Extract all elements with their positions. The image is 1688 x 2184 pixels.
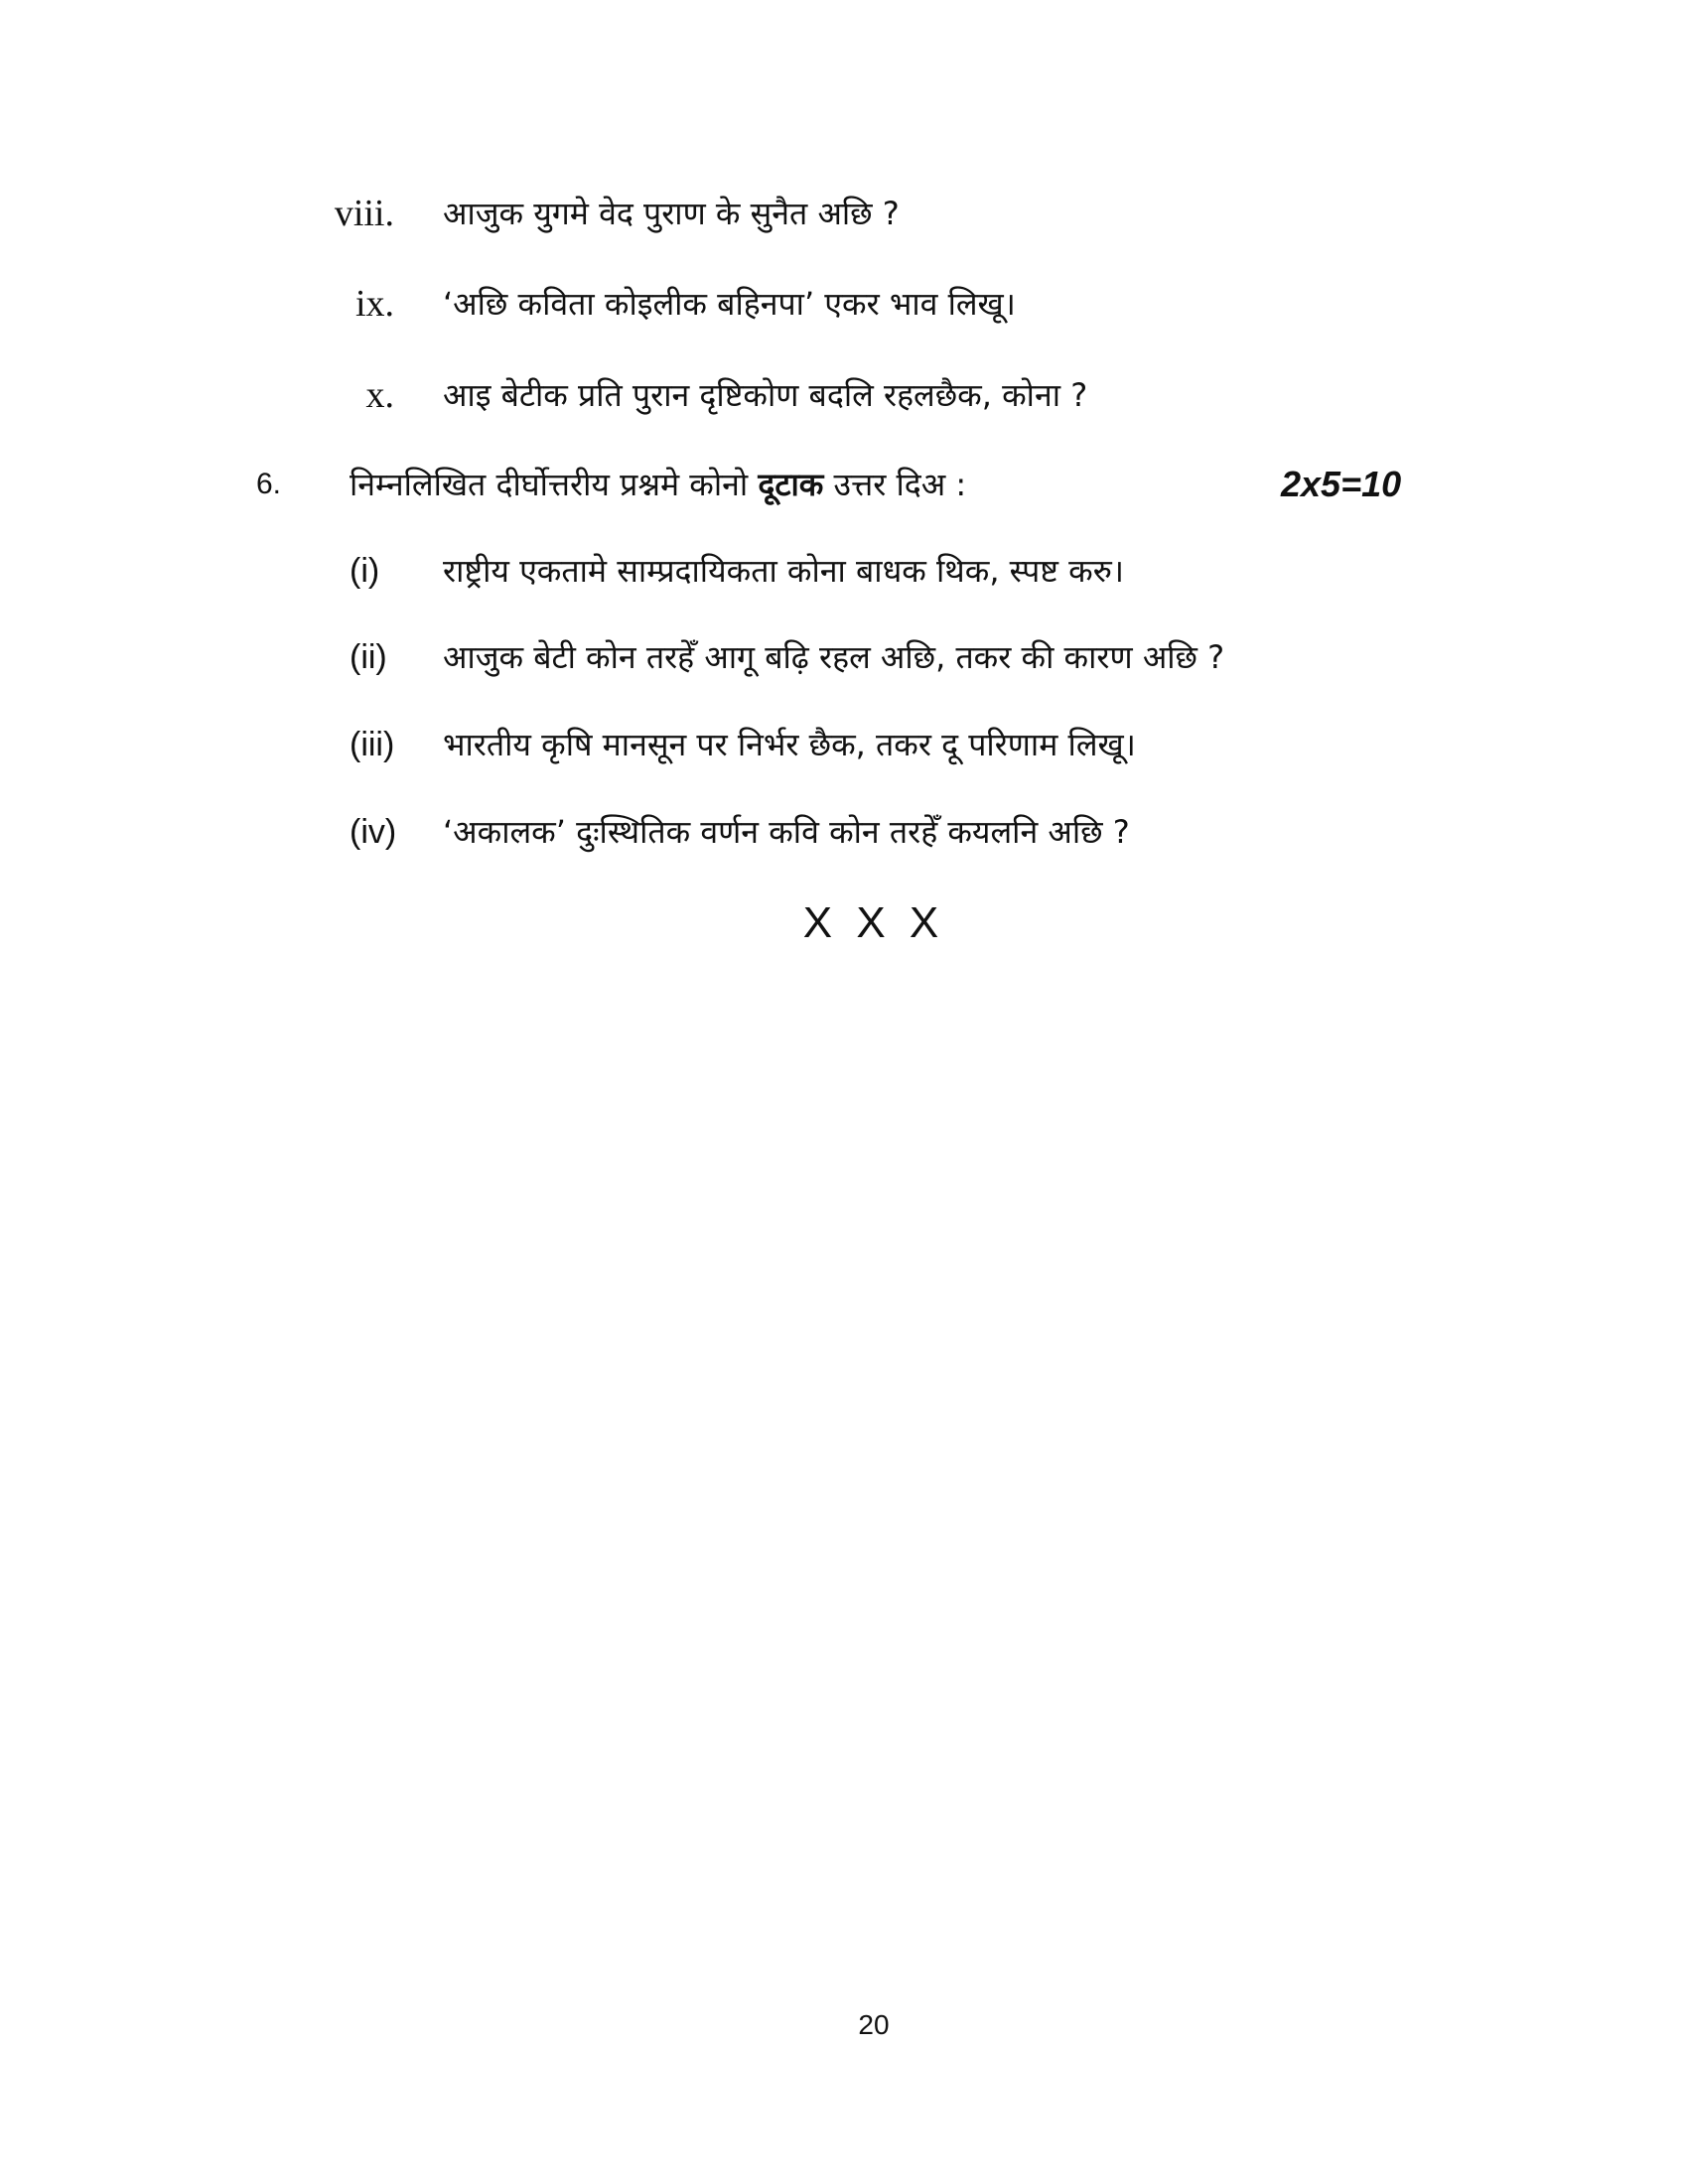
question-6-heading <box>0 455 1688 514</box>
item-text: ‘अकालक’ दुःस्थितिक वर्णन कवि कोन तरहेँ कयलनि अछि ? <box>443 813 1130 851</box>
question-item-ii <box>0 627 1688 687</box>
question-item-x <box>0 365 1688 425</box>
item-number: x. <box>365 374 394 416</box>
item-text: आइ बेटीक प्रति पुरान दृष्टिकोण बदलि रहलछैक, कोना ? <box>443 376 1088 414</box>
item-text: भारतीय कृषि मानसून पर निर्भर छैक, तकर दू परिणाम लिखू। <box>443 726 1136 763</box>
item-text: आजुक युगमे वेद पुराण के सुनैत अछि ? <box>443 195 900 232</box>
item-number: (ii) <box>350 638 387 676</box>
item-text: राष्ट्रीय एकतामे साम्प्रदायिकता कोना बाधक थिक, स्पष्ट करु। <box>443 552 1124 590</box>
marks-allocation: 2x5=10 <box>1281 464 1402 504</box>
question-number: 6. <box>256 468 282 500</box>
item-number: (iii) <box>350 726 395 763</box>
item-text: ‘अछि कविता कोइलीक बहिनपा’ एकर भाव लिखू। <box>443 285 1016 323</box>
item-number: viii. <box>334 193 394 234</box>
end-of-paper-mark: X X X <box>802 898 945 947</box>
item-number: ix. <box>354 283 394 325</box>
question-instruction: निम्नलिखित दीर्घोत्तरीय प्रश्नमे कोनो दूटाक उत्तर दिअ : <box>350 466 967 503</box>
emphasis-text: दूटाक <box>758 466 824 503</box>
item-number: (iv) <box>350 813 397 851</box>
question-item-ix <box>0 274 1688 334</box>
item-number: (i) <box>350 552 380 590</box>
question-item-iii <box>0 715 1688 774</box>
question-item-iv <box>0 802 1688 862</box>
page-number: 20 <box>858 2009 890 2040</box>
question-item-viii <box>0 184 1688 243</box>
item-text: आजुक बेटी कोन तरहेँ आगू बढ़ि रहल अछि, तकर की कारण अछि ? <box>443 638 1225 676</box>
question-item-i <box>0 541 1688 601</box>
